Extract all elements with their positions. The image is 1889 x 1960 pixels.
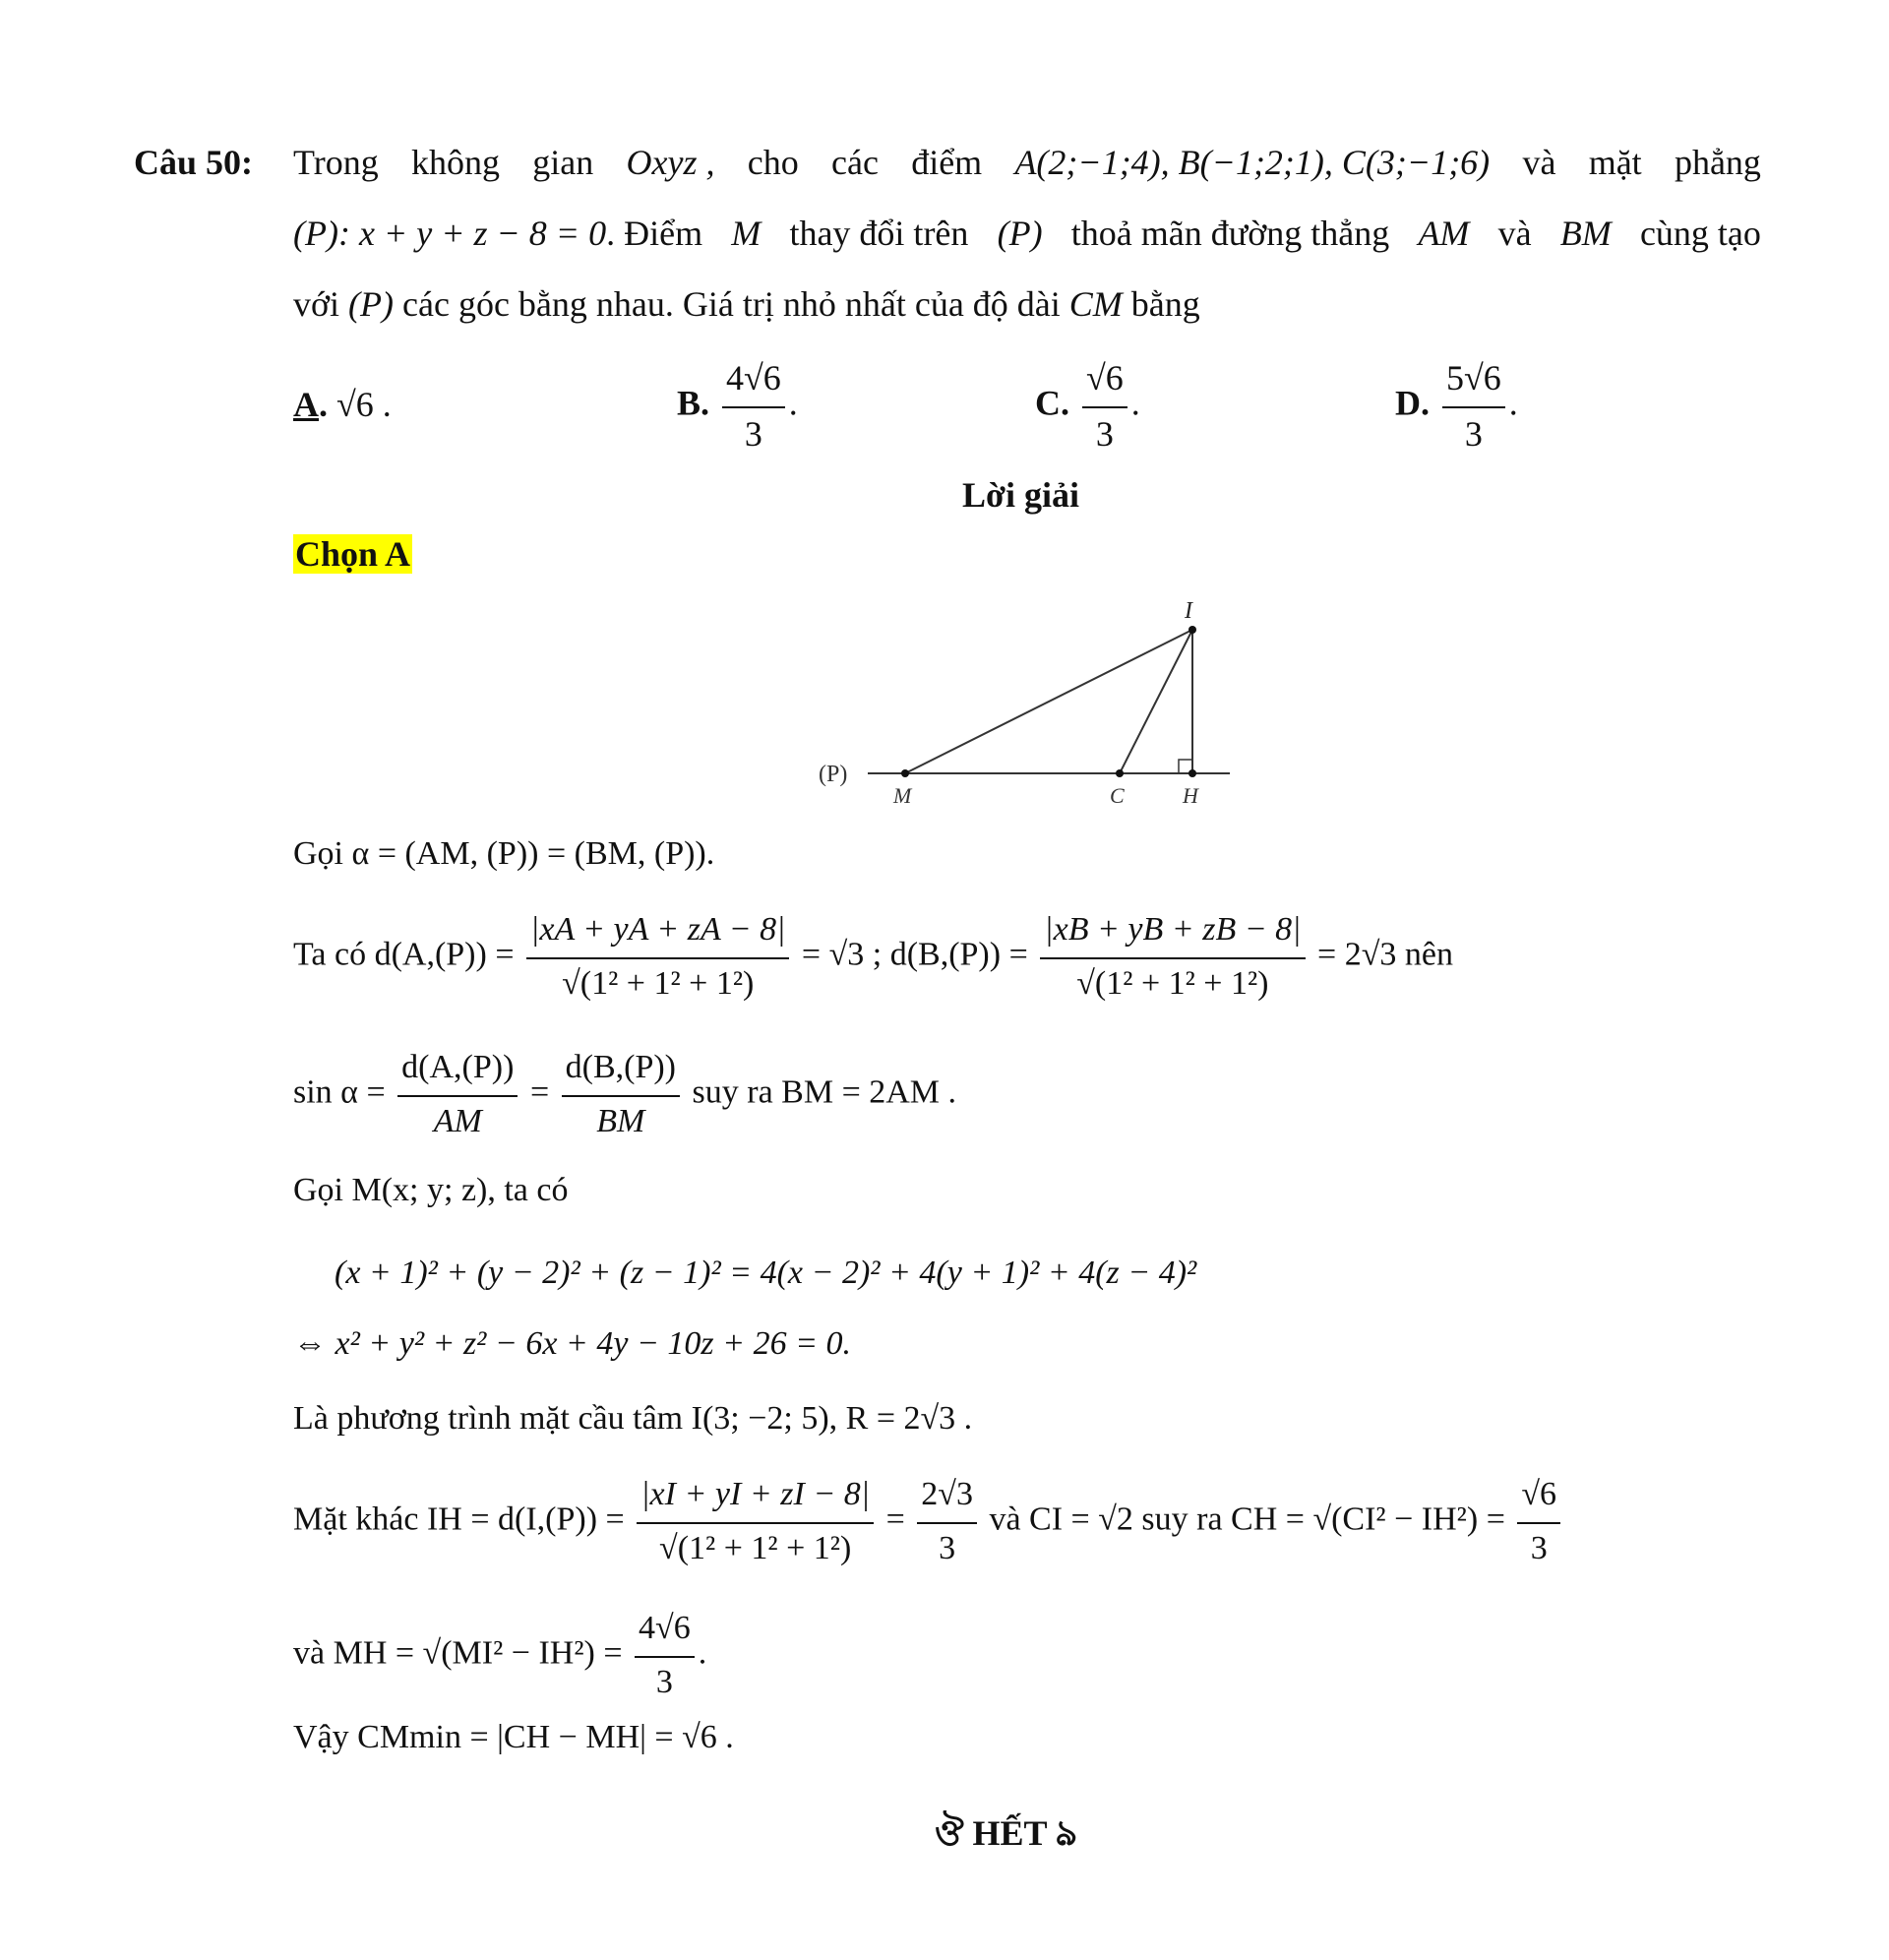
plane-equation: (P): x + y + z − 8 = 0 [293, 214, 607, 253]
equation-sphere: ⇔ x² + y² + z² − 6x + 4y − 10z + 26 = 0. [293, 1325, 852, 1362]
question-label: Câu 50: [134, 143, 254, 182]
point-c [1116, 769, 1124, 777]
line-sin-alpha: sin α = $\frac{d(A,(P))}{AM}$ = $\frac{d(B,(P))}{BM}$ suy ra BM = 2AM . [293, 1049, 957, 1139]
point-h [1188, 769, 1196, 777]
label-c: C [1110, 783, 1125, 808]
label-i: I [1185, 598, 1192, 624]
segment-ci [1120, 630, 1192, 773]
line-sphere-center: Là phương trình mặt cầu tâm I(3; −2; 5), R = 2√3 . [293, 1400, 973, 1437]
line-distances: Ta có d(A,(P)) = $\frac{|xA + yA + zA - 8|}{\text{√(1² + 1² + 1²)}}$ = √3 ; d(B,(P)) = $\frac{|xB + yB + zB - 8|}{\text{√(1² + 1² + 1²)}}$ = 2√3 nên [293, 911, 1453, 1002]
line-mh: và MH = √(MI² − IH²) = $\frac{4√6}{3}$ . [293, 1610, 707, 1700]
question-line-2: (P): x + y + z − 8 = 0. Điểm M thay đổi trên (P) thoả mãn đường thẳng AM và BM cùng tạo [293, 214, 1761, 253]
segment-mi [905, 630, 1192, 773]
line-point-m: Gọi M(x; y; z), ta có [293, 1172, 569, 1208]
label-m: M [893, 783, 912, 808]
label-p: (P) [819, 762, 848, 787]
point-m [901, 769, 909, 777]
option-a: A. √6 . [293, 385, 392, 424]
question-line-1: Trong không gian Oxyz , cho các điểm A(2;−1;4), B(−1;2;1), C(3;−1;6) và mặt phẳng [293, 142, 1761, 184]
equation-distance: (x + 1)² + (y − 2)² + (z − 1)² = 4(x − 2)² + 4(y + 1)² + 4(z − 4)² [335, 1255, 1197, 1291]
point-i [1188, 626, 1196, 634]
line-ih-ch: Mặt khác IH = d(I,(P)) = $\frac{|xI + yI + zI - 8|}{\text{√(1² + 1² + 1²)}}$ = $\frac{2√3}{3}$ và CI = √2 suy ra CH = √(CI² − IH²) = $\frac{√6}{3}$ [293, 1474, 1564, 1569]
option-b: B. $\frac{4√6}{3}$ . [677, 358, 798, 454]
line-conclusion: Vậy CMmin = |CH − MH| = √6 . [293, 1719, 734, 1755]
line-alpha-def: Gọi α = (AM, (P)) = (BM, (P)). [293, 835, 715, 872]
option-c: C. $\frac{√6}{3}$ . [1035, 358, 1140, 454]
geometry-figure [807, 590, 1240, 819]
footer-end: ঔ HẾT ঌ [935, 1813, 1077, 1853]
answer-choice: Chọn A [295, 534, 411, 574]
option-d: D. $\frac{5√6}{3}$ . [1395, 358, 1518, 454]
solution-title: Lời giải [962, 475, 1079, 515]
label-h: H [1183, 783, 1198, 808]
question-line-3: với (P) các góc bằng nhau. Giá trị nhỏ nhất của độ dài CM bằng [293, 284, 1200, 324]
points-list: A(2;−1;4), B(−1;2;1), C(3;−1;6) [1014, 143, 1491, 182]
